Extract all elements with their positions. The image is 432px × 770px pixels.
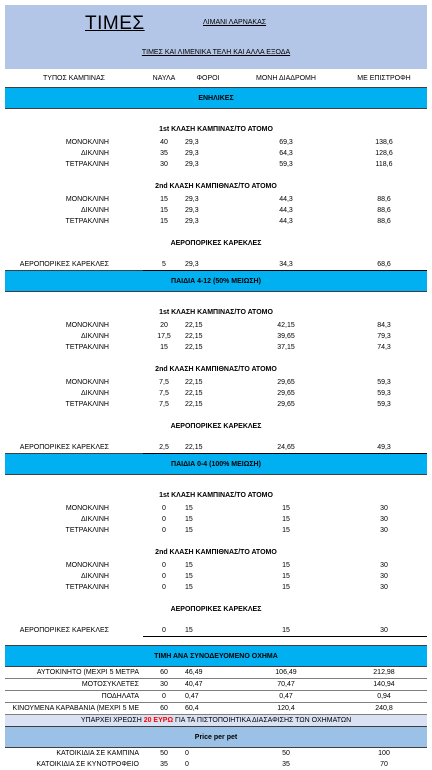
class-heading-row (5, 544, 427, 560)
column-header-return: ΜΕ ΕΠΙΣΤΡΟΦΗ (357, 74, 411, 82)
single-trip-value: 120,4 (231, 703, 341, 715)
class-heading: 2nd ΚΛΑΣΗ ΚΑΜΠΙΘΝΑΣ/ΤΟ ΑΤΟΜΟ (155, 182, 277, 190)
return-trip-value: 30 (341, 625, 427, 637)
tax-value: 22,15 (185, 379, 203, 386)
single-trip-value: 15 (231, 625, 341, 637)
tax-value: 15 (185, 573, 193, 580)
single-trip-value: 15 (282, 527, 290, 534)
tax-value: 22,15 (185, 390, 203, 397)
price-row (5, 514, 427, 525)
return-trip-value: 30 (380, 516, 388, 523)
spacer-row (5, 536, 427, 544)
cabin-type: ΤΕΤΡΑΚΛΙΝΗ (65, 161, 109, 168)
tax-value: 29,3 (185, 218, 199, 225)
vehicles-band: ΤΙΜΗ ΑΝΑ ΣΥΝΟΔΕΥΟΜΕΝΟ ΟΧΗΜΑ (5, 646, 427, 667)
price-row (5, 442, 427, 454)
tax-value: 60,4 (185, 703, 231, 715)
vehicle-type: ΜΟΤΟΣΥΚΛΕΤΕΣ (5, 679, 143, 691)
notice-text: ΥΠΑΡΧΕΙ ΧΡΕΩΣΗ (80, 717, 144, 724)
section-band-row (5, 454, 427, 475)
tax-value: 29,3 (185, 207, 199, 214)
return-trip-value: 74,3 (377, 344, 391, 351)
price-row (5, 399, 427, 410)
price-row (5, 571, 427, 582)
spacer (5, 637, 427, 646)
tax-value: 29,3 (185, 150, 199, 157)
fare-value: 7,5 (159, 379, 169, 386)
tax-value: 29,3 (185, 139, 199, 146)
fare-value: 40 (160, 139, 168, 146)
spacer-row (5, 251, 427, 259)
return-trip-value: 49,3 (341, 442, 427, 454)
single-trip-value: 15 (282, 573, 290, 580)
column-header-cabin-type: ΤΥΠΟΣ ΚΑΜΠΙΝΑΣ (43, 74, 105, 82)
spacer (5, 170, 427, 178)
return-trip-value: 30 (380, 562, 388, 569)
fare-value: 35 (160, 761, 168, 768)
spacer-row (5, 593, 427, 601)
vehicle-type: ΠΟΔΗΛΑΤΑ (5, 691, 143, 703)
single-trip-value: 29,65 (277, 379, 295, 386)
single-trip-value: 37,15 (277, 344, 295, 351)
class-heading-row (5, 178, 427, 194)
seats-heading: ΑΕΡΟΠΟΡΙΚΕΣ ΚΑΡΕΚΛΕΣ (170, 239, 262, 247)
cabin-type: ΤΕΤΡΑΚΛΙΝΗ (65, 584, 109, 591)
class-heading: 2nd ΚΛΑΣΗ ΚΑΜΠΙΘΝΑΣ/ΤΟ ΑΤΟΜΟ (155, 365, 277, 373)
price-row (5, 377, 427, 388)
price-row (5, 582, 427, 593)
spacer-row (5, 292, 427, 305)
spacer-row (5, 637, 427, 646)
return-trip-value: 59,3 (377, 390, 391, 397)
return-trip-value: 84,3 (377, 322, 391, 329)
cabin-type: ΤΕΤΡΑΚΛΙΝΗ (65, 218, 109, 225)
seats-heading-row (5, 235, 427, 251)
cabin-type: ΤΕΤΡΑΚΛΙΝΗ (65, 401, 109, 408)
tax-value: 15 (185, 584, 193, 591)
pet-type: ΚΑΤΟΙΚΙΔΙΑ ΣΕ ΚΑΜΠΙΝΑ (56, 750, 139, 757)
spacer (5, 593, 427, 601)
tax-value: 40,47 (185, 679, 231, 691)
section-band-row (5, 88, 427, 109)
spacer-row (5, 227, 427, 235)
fare-value: 35 (160, 150, 168, 157)
spacer (5, 536, 427, 544)
single-trip-value: 34,3 (231, 259, 341, 271)
spacer-row (5, 410, 427, 418)
return-trip-value: 30 (380, 584, 388, 591)
cabin-type: ΔΙΚΛΙΝΗ (80, 516, 109, 523)
class-heading-row (5, 121, 427, 137)
spacer-row (5, 109, 427, 122)
single-trip-value: 0,47 (231, 691, 341, 703)
price-row (5, 625, 427, 637)
vehicle-row (5, 667, 427, 679)
tax-value: 15 (185, 562, 193, 569)
spacer (5, 475, 427, 488)
return-trip-value: 59,3 (377, 379, 391, 386)
port-name: ΛΙΜΑΝΙ ΛΑΡΝΑΚΑΣ (203, 19, 267, 26)
price-row (5, 525, 427, 536)
return-trip-value: 240,8 (341, 703, 427, 715)
fare-value: 0 (162, 584, 166, 591)
pets-band: Price per pet (5, 727, 427, 748)
sheet-title: ΤΙΜΕΣ (85, 13, 145, 34)
single-trip-value: 15 (282, 584, 290, 591)
cabin-type: ΜΟΝΟΚΛΙΝΗ (65, 139, 109, 146)
fare-value: 0 (162, 527, 166, 534)
spacer (5, 434, 427, 442)
fare-value: 20 (160, 322, 168, 329)
price-row (5, 503, 427, 514)
spacer (5, 410, 427, 418)
vehicles-band-row (5, 646, 427, 667)
tax-value: 22,15 (185, 322, 203, 329)
single-trip-value: 29,65 (277, 401, 295, 408)
fare-value: 0 (162, 505, 166, 512)
price-table (5, 69, 427, 770)
return-trip-value: 118,6 (375, 161, 393, 168)
tax-value: 0 (185, 761, 189, 768)
tax-value: 22,15 (185, 442, 231, 454)
cabin-type: ΜΟΝΟΚΛΙΝΗ (65, 322, 109, 329)
fare-value: 0 (162, 562, 166, 569)
price-row (5, 560, 427, 571)
fare-value: 30 (143, 679, 185, 691)
spacer (5, 227, 427, 235)
single-trip-value: 42,15 (277, 322, 295, 329)
price-row (5, 194, 427, 205)
vehicle-row (5, 703, 427, 715)
cabin-type: ΤΕΤΡΑΚΛΙΝΗ (65, 527, 109, 534)
return-trip-value: 128,6 (375, 150, 393, 157)
vehicle-row (5, 691, 427, 703)
spacer (5, 109, 427, 122)
class-heading-row (5, 361, 427, 377)
vehicle-row (5, 679, 427, 691)
cabin-type: ΜΟΝΟΚΛΙΝΗ (65, 505, 109, 512)
seats-heading-row (5, 418, 427, 434)
return-trip-value: 59,3 (377, 401, 391, 408)
price-row (5, 159, 427, 170)
single-trip-value: 15 (282, 505, 290, 512)
spacer (5, 617, 427, 625)
fare-value: 50 (160, 750, 168, 757)
section-band: ΕΝΗΛΙΚΕΣ (5, 88, 427, 109)
class-heading: 2nd ΚΛΑΣΗ ΚΑΜΠΙΘΝΑΣ/ΤΟ ΑΤΟΜΟ (155, 548, 277, 556)
column-header-fare: ΝΑΥΛΑ (152, 74, 176, 82)
cabin-type: ΑΕΡΟΠΟΡΙΚΕΣ ΚΑΡΕΚΛΕΣ (19, 627, 109, 635)
return-trip-value: 30 (380, 505, 388, 512)
cabin-type: ΔΙΚΛΙΝΗ (80, 150, 109, 157)
fare-value: 0 (162, 516, 166, 523)
tax-value: 0 (185, 750, 189, 757)
price-sheet (5, 5, 427, 770)
return-trip-value: 88,6 (377, 207, 391, 214)
section-band: ΠΑΙΔΙΑ 4-12 (50% ΜΕΙΩΣΗ) (5, 271, 427, 292)
single-trip-value: 24,65 (231, 442, 341, 454)
cabin-type: ΔΙΚΛΙΝΗ (80, 390, 109, 397)
single-trip-value: 44,3 (279, 207, 293, 214)
tax-value: 29,3 (185, 161, 199, 168)
cabin-type: ΑΕΡΟΠΟΡΙΚΕΣ ΚΑΡΕΚΛΕΣ (19, 261, 109, 268)
single-trip-value: 29,65 (277, 390, 295, 397)
fare-value: 7,5 (159, 401, 169, 408)
fare-value: 15 (160, 196, 168, 203)
tax-value: 15 (185, 625, 231, 637)
fare-value: 17,5 (157, 333, 171, 340)
return-trip-value: 70 (380, 761, 388, 768)
tax-value: 46,49 (185, 667, 231, 679)
sheet-header (5, 5, 427, 69)
cabin-type: ΔΙΚΛΙΝΗ (80, 207, 109, 214)
return-trip-value: 140,94 (341, 679, 427, 691)
cabin-type: ΜΟΝΟΚΛΙΝΗ (65, 379, 109, 386)
return-trip-value: 30 (380, 527, 388, 534)
spacer-row (5, 617, 427, 625)
spacer (5, 292, 427, 305)
notice-amount: 20 ΕΥΡΩ (143, 717, 174, 724)
section-band: ΠΑΙΔΙΑ 0-4 (100% ΜΕΙΩΣΗ) (5, 454, 427, 475)
single-trip-value: 39,65 (277, 333, 295, 340)
class-heading: 1st ΚΛΑΣΗ ΚΑΜΠΙΝΑΣ/ΤΟ ΑΤΟΜΟ (159, 308, 273, 316)
single-trip-value: 70,47 (231, 679, 341, 691)
price-row (5, 137, 427, 148)
return-trip-value: 88,6 (377, 218, 391, 225)
single-trip-value: 59,3 (279, 161, 293, 168)
spacer-row (5, 170, 427, 178)
class-heading-row (5, 487, 427, 503)
tax-value: 0,47 (185, 691, 231, 703)
vehicle-type: ΚΙΝΟΥΜΕΝΑ ΚΑΡΑΒΑΝΙΑ (ΜΕΧΡΙ 5 ΜΕ (5, 703, 143, 715)
vehicle-notice (5, 715, 427, 727)
price-row (5, 216, 427, 227)
tax-value: 15 (185, 516, 193, 523)
sheet-caption: ΤΙΜΕΣ ΚΑΙ ΛΙΜΕΝΙΚΑ ΤΕΛΗ ΚΑΙ ΑΛΛΑ ΕΞΟΔΑ (141, 49, 291, 56)
seats-heading-row (5, 601, 427, 617)
return-trip-value: 0,94 (341, 691, 427, 703)
pet-row (5, 748, 427, 760)
column-header-row (5, 69, 427, 88)
single-trip-value: 15 (282, 562, 290, 569)
fare-value: 30 (160, 161, 168, 168)
class-heading: 1st ΚΛΑΣΗ ΚΑΜΠΙΝΑΣ/ΤΟ ΑΤΟΜΟ (159, 491, 273, 499)
tax-value: 15 (185, 527, 193, 534)
return-trip-value: 30 (380, 573, 388, 580)
cabin-type: ΜΟΝΟΚΛΙΝΗ (65, 196, 109, 203)
fare-value: 15 (160, 344, 168, 351)
fare-value: 0 (143, 691, 185, 703)
section-band-row (5, 271, 427, 292)
tax-value: 29,3 (185, 259, 231, 271)
class-heading: 1st ΚΛΑΣΗ ΚΑΜΠΙΝΑΣ/ΤΟ ΑΤΟΜΟ (159, 125, 273, 133)
single-trip-value: 64,3 (279, 150, 293, 157)
fare-value: 5 (143, 259, 185, 271)
tax-value: 15 (185, 505, 193, 512)
cabin-type: ΑΕΡΟΠΟΡΙΚΕΣ ΚΑΡΕΚΛΕΣ (19, 444, 109, 451)
fare-value: 15 (160, 207, 168, 214)
pets-band-row (5, 727, 427, 748)
cabin-type: ΤΕΤΡΑΚΛΙΝΗ (65, 344, 109, 351)
cabin-type: ΜΟΝΟΚΛΙΝΗ (65, 562, 109, 569)
notice-text: ΓΙΑ ΤΑ ΠΙΣΤΟΠΟΙΗΤΙΚΑ ΔΙΑΣΑΦΙΣΗΣ ΤΩΝ ΟΧΗΜΑΤΩΝ (173, 717, 352, 724)
seats-heading: ΑΕΡΟΠΟΡΙΚΕΣ ΚΑΡΕΚΛΕΣ (170, 605, 262, 613)
return-trip-value: 88,6 (377, 196, 391, 203)
fare-value: 7,5 (159, 390, 169, 397)
price-row (5, 259, 427, 271)
cabin-type: ΔΙΚΛΙΝΗ (80, 573, 109, 580)
pet-row (5, 759, 427, 770)
spacer-row (5, 353, 427, 361)
single-trip-value: 35 (282, 761, 290, 768)
spacer-row (5, 475, 427, 488)
tax-value: 22,15 (185, 333, 203, 340)
return-trip-value: 100 (378, 750, 390, 757)
tax-value: 22,15 (185, 344, 203, 351)
return-trip-value: 138,6 (375, 139, 393, 146)
vehicle-type: ΑΥΤΟΚΙΝΗΤΟ (ΜΕΧΡΙ 5 ΜΕΤΡΑ (5, 667, 143, 679)
price-row (5, 148, 427, 159)
price-row (5, 205, 427, 216)
single-trip-value: 69,3 (279, 139, 293, 146)
return-trip-value: 212,98 (341, 667, 427, 679)
price-row (5, 331, 427, 342)
spacer (5, 353, 427, 361)
single-trip-value: 50 (282, 750, 290, 757)
pet-type: ΚΑΤΟΙΚΙΔΙΑ ΣΕ ΚΥΝΟΤΡΟΦΕΙΟ (36, 761, 139, 768)
vehicle-notice-row (5, 715, 427, 727)
single-trip-value: 44,3 (279, 196, 293, 203)
fare-value: 0 (143, 625, 185, 637)
single-trip-value: 106,49 (231, 667, 341, 679)
tax-value: 22,15 (185, 401, 203, 408)
return-trip-value: 68,6 (341, 259, 427, 271)
price-row (5, 342, 427, 353)
column-header-single: ΜΟΝΗ ΔΙΑΔΡΟΜΗ (256, 74, 316, 82)
single-trip-value: 15 (282, 516, 290, 523)
class-heading-row (5, 304, 427, 320)
single-trip-value: 44,3 (279, 218, 293, 225)
fare-value: 0 (162, 573, 166, 580)
price-row (5, 320, 427, 331)
column-header-taxes: ΦΟΡΟΙ (196, 74, 220, 82)
return-trip-value: 79,3 (377, 333, 391, 340)
fare-value: 60 (143, 703, 185, 715)
tax-value: 29,3 (185, 196, 199, 203)
spacer (5, 251, 427, 259)
spacer-row (5, 434, 427, 442)
fare-value: 60 (143, 667, 185, 679)
fare-value: 2,5 (143, 442, 185, 454)
fare-value: 15 (160, 218, 168, 225)
seats-heading: ΑΕΡΟΠΟΡΙΚΕΣ ΚΑΡΕΚΛΕΣ (170, 422, 262, 430)
cabin-type: ΔΙΚΛΙΝΗ (80, 333, 109, 340)
price-row (5, 388, 427, 399)
